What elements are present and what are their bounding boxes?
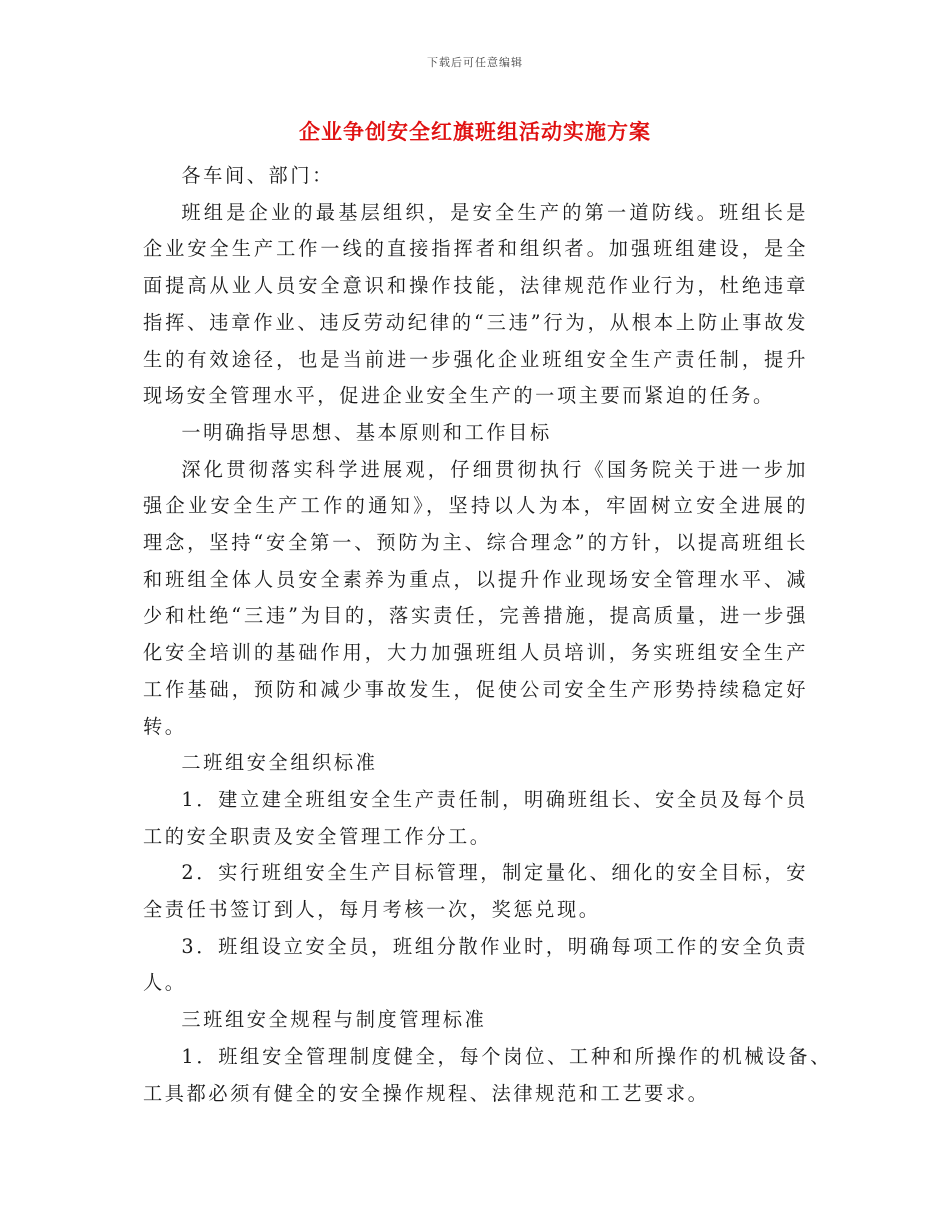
salutation: 各车间、部门： [181,164,334,187]
document-title: 企业争创安全红旗班组活动实施方案 [299,119,651,144]
document-body [143,158,832,1112]
section-2-item-2: 2．实行班组安全生产目标管理，制定量化、细化的安全目标，安全责任书签订到人，每月考核一次，奖惩兑现。 [143,861,808,922]
intro-paragraph: 班组是企业的最基层组织，是安全生产的第一道防线。班组长是企业安全生产工作一线的直接指挥者和组织者。加强班组建设，是全面提高从业人员安全意识和操作技能，法律规范作业行为，杜绝违章指挥、违章作业、违反劳动纪律的“三违”行为，从根本上防止事故发生的有效途径，也是当前进一步强化企业班组安全生产责任制，提升现场安全管理水平，促进企业安全生产的一项主要而紧迫的任务。 [143,200,808,408]
section-2-item-1: 1．建立建全班组安全生产责任制，明确班组长、安全员及每个员工的安全职责及安全管理工作分工。 [143,787,808,848]
section-3-item-1: 1．班组安全管理制度健全，每个岗位、工种和所操作的机械设备、工具都必须有健全的安全操作规程、法律规范和工艺要求。 [143,1044,832,1105]
header-note: 下载后可任意编辑 [427,56,523,69]
section-1-paragraph: 深化贯彻落实科学进展观，仔细贯彻执行《国务院关于进一步加强企业安全生产工作的通知》，坚持以人为本，牢固树立安全进展的理念，坚持“安全第一、预防为主、综合理念”的方针，以提高班组长和班组全体人员安全素养为重点，以提升作业现场安全管理水平、减少和杜绝“三违”为目的，落实责任，完善措施，提高质量，进一步强化安全培训的基础作用，大力加强班组人员培训，务实班组安全生产工作基础，预防和减少事故发生，促使公司安全生产形势持续稳定好转。 [143,457,808,738]
section-heading-2: 二班组安全组织标准 [181,751,378,775]
section-heading-3: 三班组安全规程与制度管理标准 [181,1008,487,1032]
section-heading-1: 一明确指导思想、基本原则和工作目标 [181,420,552,444]
section-2-item-3: 3．班组设立安全员，班组分散作业时，明确每项工作的安全负责人。 [143,934,808,995]
